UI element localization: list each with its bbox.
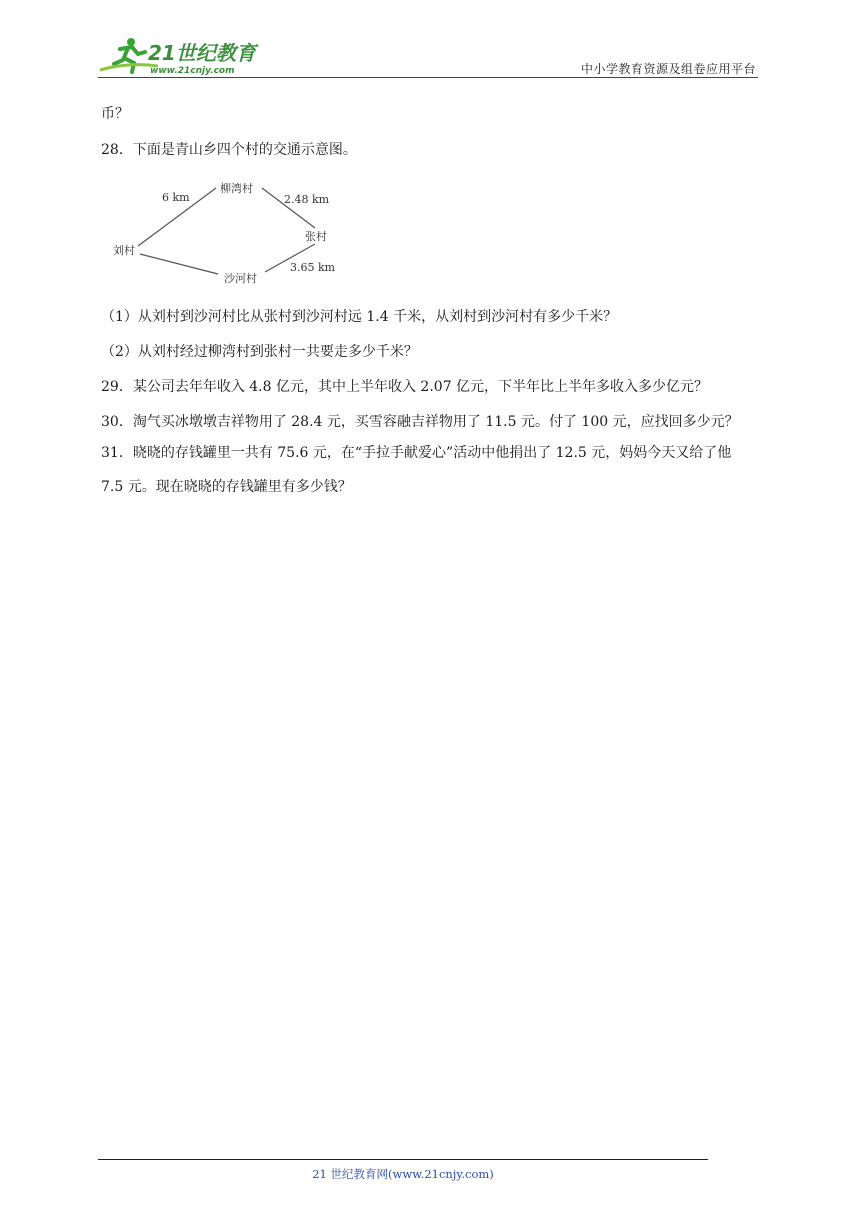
question-28: 28．下面是青山乡四个村的交通示意图。 [101, 142, 357, 158]
page-header [98, 30, 758, 78]
logo-text: 21世纪教育 [148, 41, 256, 65]
label-liu-village: 刘村 [113, 244, 135, 257]
platform-name: 中小学教育资源及组卷应用平台 [580, 62, 756, 76]
question-28-part-1: （1）从刘村到沙河村比从张村到沙河村远 1.4 千米，从刘村到沙河村有多少千米？ [101, 309, 618, 325]
label-liuwan-village: 柳湾村 [220, 182, 253, 195]
page-footer: 21 世纪教育网(www.21cnjy.com) [312, 1167, 494, 1181]
text-line-continuation: 币？ [101, 106, 129, 122]
logo [98, 36, 268, 76]
footer-divider [98, 1159, 708, 1160]
question-29: 29．某公司去年年收入 4.8 亿元，其中上半年收入 2.07 亿元，下半年比上半年多收入多少亿元？ [101, 379, 709, 395]
distance-zhang-shahe: 3.65 km [290, 261, 336, 274]
question-31-line-2: 7.5 元。现在晓晓的存钱罐里有多少钱？ [101, 479, 352, 495]
label-zhang-village: 张村 [305, 230, 327, 243]
question-30: 30．淘气买冰墩墩吉祥物用了 28.4 元，买雪容融吉祥物用了 11.5 元。付了 100 元，应找回多少元？ [101, 414, 739, 430]
question-28-part-2: （2）从刘村经过柳湾村到张村一共要走多少千米？ [101, 344, 418, 360]
label-shahe-village: 沙河村 [224, 272, 257, 285]
road-liu-shahe [140, 254, 218, 274]
distance-liu-liuwan: 6 km [162, 191, 190, 204]
question-31-line-1: 31．晓晓的存钱罐里一共有 75.6 元，在“手拉手献爱心”活动中他捐出了 12.5 元，妈妈今天又给了他 [101, 445, 732, 461]
header-divider [98, 77, 758, 78]
distance-liuwan-zhang: 2.48 km [284, 193, 330, 206]
traffic-diagram [110, 176, 340, 292]
logo-url: www.21cnjy.com [150, 66, 235, 76]
